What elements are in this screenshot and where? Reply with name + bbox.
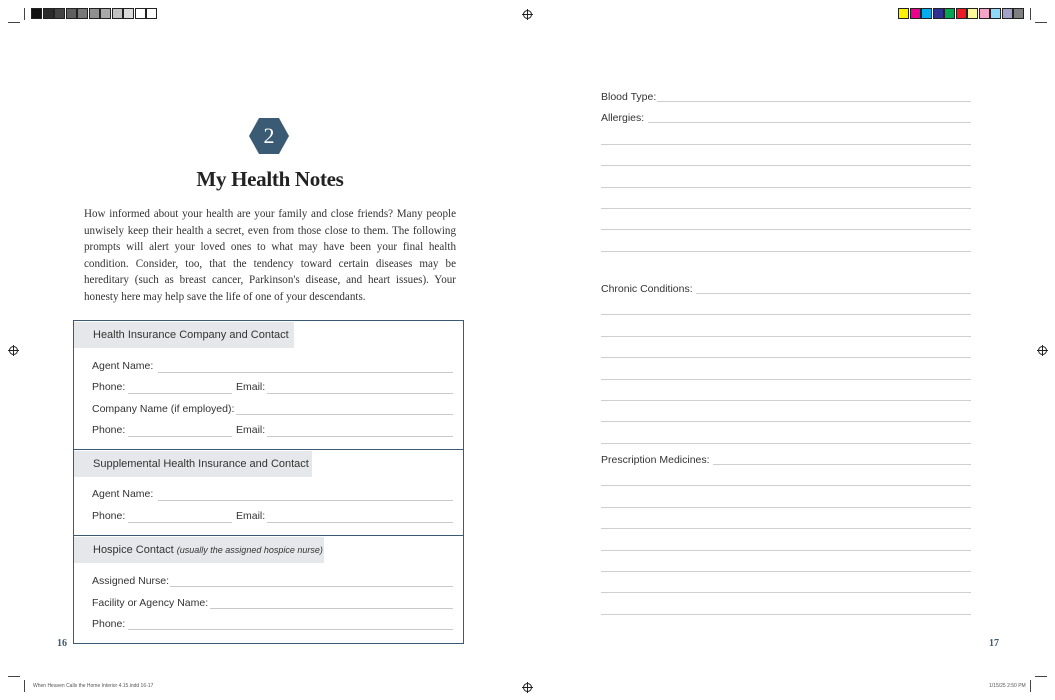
phone-label: Phone: xyxy=(92,618,126,630)
chronic-conditions-line[interactable] xyxy=(601,336,971,337)
email-label: Email: xyxy=(236,381,266,393)
color-swatch xyxy=(1002,8,1013,19)
chronic-conditions-label: Chronic Conditions: xyxy=(601,283,693,295)
prescription-medicines-line[interactable] xyxy=(601,528,971,529)
agent-name-field[interactable] xyxy=(158,372,453,373)
color-swatch xyxy=(944,8,955,19)
allergies-line[interactable] xyxy=(601,229,971,230)
chronic-conditions-line[interactable] xyxy=(601,421,971,422)
insurance-section-heading: Health Insurance Company and Contact xyxy=(74,322,294,348)
gray-swatch xyxy=(146,8,157,19)
crop-mark xyxy=(1035,22,1047,23)
phone-label: Phone: xyxy=(92,510,126,522)
phone-field[interactable] xyxy=(128,629,453,630)
email-label: Email: xyxy=(236,510,266,522)
allergies-line[interactable] xyxy=(601,144,971,145)
prescription-medicines-line[interactable] xyxy=(601,507,971,508)
blood-type-label: Blood Type: xyxy=(601,91,657,103)
chronic-conditions-line[interactable] xyxy=(601,400,971,401)
registration-mark-icon xyxy=(1038,346,1047,355)
supplemental-section-heading: Supplemental Health Insurance and Contact xyxy=(74,451,312,477)
gray-swatch xyxy=(112,8,123,19)
prescription-medicines-line[interactable] xyxy=(601,592,971,593)
email-field[interactable] xyxy=(267,522,453,523)
agent-name-field[interactable] xyxy=(158,500,453,501)
chronic-conditions-line[interactable] xyxy=(601,357,971,358)
section-divider xyxy=(73,449,464,450)
chronic-conditions-field[interactable] xyxy=(696,293,971,294)
prescription-medicines-field[interactable] xyxy=(713,464,971,465)
prescription-medicines-line[interactable] xyxy=(601,614,971,615)
gray-swatch xyxy=(43,8,54,19)
gray-swatch xyxy=(77,8,88,19)
page-title: My Health Notes xyxy=(196,167,344,191)
registration-mark-icon xyxy=(9,346,18,355)
allergies-line[interactable] xyxy=(601,165,971,166)
page-number-right: 17 xyxy=(989,638,999,649)
section-divider xyxy=(73,535,464,536)
company-name-label: Company Name (if employed): xyxy=(92,403,235,415)
gray-swatch xyxy=(31,8,42,19)
prescription-medicines-line[interactable] xyxy=(601,485,971,486)
gray-swatch xyxy=(123,8,134,19)
registration-mark-icon xyxy=(523,10,532,19)
chronic-conditions-line[interactable] xyxy=(601,314,971,315)
assigned-nurse-field[interactable] xyxy=(170,586,453,587)
color-swatch xyxy=(910,8,921,19)
email-field[interactable] xyxy=(267,393,453,394)
hospice-section-heading xyxy=(74,537,324,563)
color-swatch xyxy=(933,8,944,19)
chronic-conditions-line[interactable] xyxy=(601,379,971,380)
allergies-line[interactable] xyxy=(601,187,971,188)
slug-timestamp: 1/15/25 2:50 PM xyxy=(989,683,1026,689)
prescription-medicines-line[interactable] xyxy=(601,550,971,551)
page-number-left: 16 xyxy=(57,638,67,649)
allergies-field[interactable] xyxy=(648,122,971,123)
crop-mark xyxy=(1035,676,1047,677)
color-swatch xyxy=(921,8,932,19)
color-swatch xyxy=(956,8,967,19)
blood-type-field[interactable] xyxy=(657,101,971,102)
crop-mark xyxy=(8,676,20,677)
prescription-medicines-line[interactable] xyxy=(601,571,971,572)
hospice-heading-note: (usually the assigned hospice nurse) xyxy=(176,545,323,555)
phone-field[interactable] xyxy=(128,393,232,394)
chronic-conditions-line[interactable] xyxy=(601,443,971,444)
registration-mark-icon xyxy=(523,683,532,692)
allergies-label: Allergies: xyxy=(601,112,645,124)
email-field[interactable] xyxy=(267,436,453,437)
facility-name-field[interactable] xyxy=(210,608,453,609)
chapter-number: 2 xyxy=(263,123,275,148)
gray-swatch xyxy=(54,8,65,19)
gray-swatch xyxy=(135,8,146,19)
company-name-field[interactable] xyxy=(236,414,453,415)
intro-paragraph: How informed about your health are your family and close friends? Many people unwisely keep their health a secret, even from those close to them. The following prompts will alert your loved ones to what may have been your final health condition. Consider, too, that the tendency toward certain diseases may be hereditary (such as breast cancer, Parkinson's disease, and heart issues). Your honesty here may help save the life of one of your descendants. xyxy=(84,208,456,303)
prescription-medicines-label: Prescription Medicines: xyxy=(601,454,710,466)
color-swatch xyxy=(1013,8,1024,19)
crop-mark xyxy=(8,22,20,23)
phone-label: Phone: xyxy=(92,381,126,393)
crop-mark xyxy=(24,680,25,692)
allergies-line[interactable] xyxy=(601,251,971,252)
gray-swatch xyxy=(66,8,77,19)
email-label: Email: xyxy=(236,424,266,436)
phone-field[interactable] xyxy=(128,522,232,523)
agent-name-label: Agent Name: xyxy=(92,488,154,500)
hospice-heading-text: Hospice Contact xyxy=(93,544,174,556)
color-swatch xyxy=(990,8,1001,19)
crop-mark xyxy=(1030,680,1031,692)
allergies-line[interactable] xyxy=(601,208,971,209)
agent-name-label: Agent Name: xyxy=(92,360,154,372)
phone-label: Phone: xyxy=(92,424,126,436)
gray-swatch xyxy=(100,8,111,19)
gray-swatch xyxy=(89,8,100,19)
color-swatch xyxy=(898,8,909,19)
phone-field[interactable] xyxy=(128,436,232,437)
assigned-nurse-label: Assigned Nurse: xyxy=(92,575,170,587)
color-swatch xyxy=(979,8,990,19)
crop-mark xyxy=(24,8,25,20)
color-swatch xyxy=(967,8,978,19)
facility-name-label: Facility or Agency Name: xyxy=(92,597,209,609)
slug-file-info: When Heaven Calls the Home Interior 4.15.indd 16-17 xyxy=(33,683,154,689)
crop-mark xyxy=(1030,8,1031,20)
